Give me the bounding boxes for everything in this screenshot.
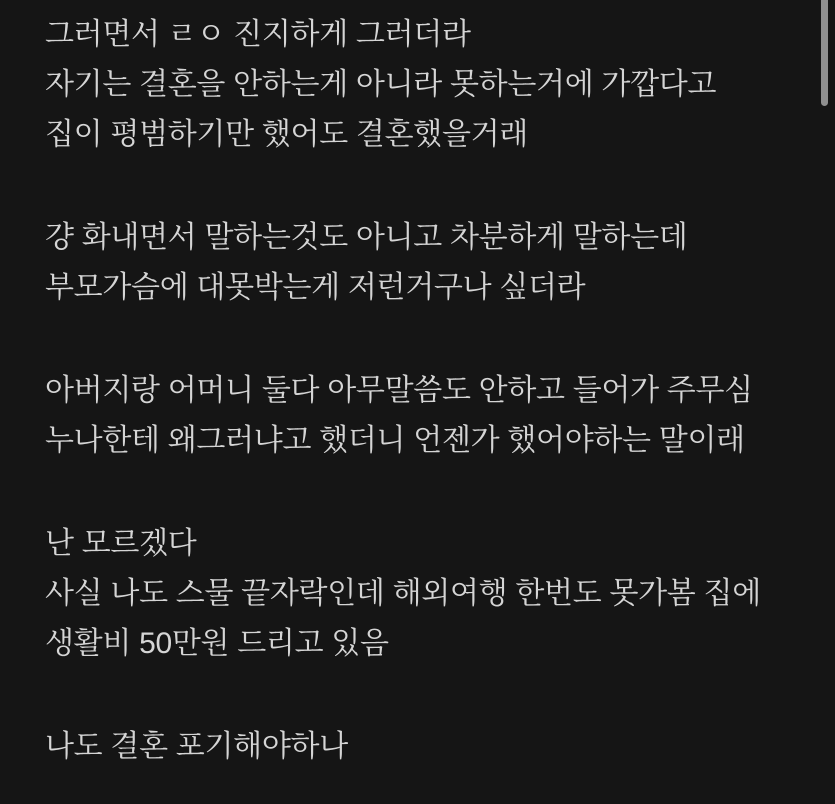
scrollbar-track xyxy=(821,0,828,804)
post-line: 부모가슴에 대못박는게 저런거구나 싶더라 xyxy=(45,271,586,304)
post-line: 나도 결혼 포기해야하나 xyxy=(45,730,348,763)
post-line: 걍 화내면서 말하는것도 아니고 차분하게 말하는데 xyxy=(45,221,688,254)
post-line: 사실 나도 스물 끝자락인데 해외여행 한번도 못가봄 집에 xyxy=(45,577,761,610)
post-line: 누나한테 왜그러냐고 했더니 언젠가 했어야하는 말이래 xyxy=(45,424,745,457)
post-line: 아버지랑 어머니 둘다 아무말씀도 안하고 들어가 주무심 xyxy=(45,374,753,407)
post-paragraph xyxy=(45,366,775,466)
post-paragraph xyxy=(45,10,775,160)
post-paragraph xyxy=(45,213,775,313)
post-line: 생활비 50만원 드리고 있음 xyxy=(45,627,389,660)
post-body xyxy=(45,10,775,772)
post-paragraph xyxy=(45,722,775,772)
post-line: 난 모르겠다 xyxy=(45,527,197,560)
scrollbar-thumb[interactable] xyxy=(821,0,828,106)
post-line: 자기는 결혼을 안하는게 아니라 못하는거에 가깝다고 xyxy=(45,68,717,101)
post-line: 집이 평범하기만 했어도 결혼했을거래 xyxy=(45,118,528,151)
post-paragraph xyxy=(45,519,775,669)
post-line: 그러면서 ㄹㅇ 진지하게 그러더라 xyxy=(45,18,471,51)
